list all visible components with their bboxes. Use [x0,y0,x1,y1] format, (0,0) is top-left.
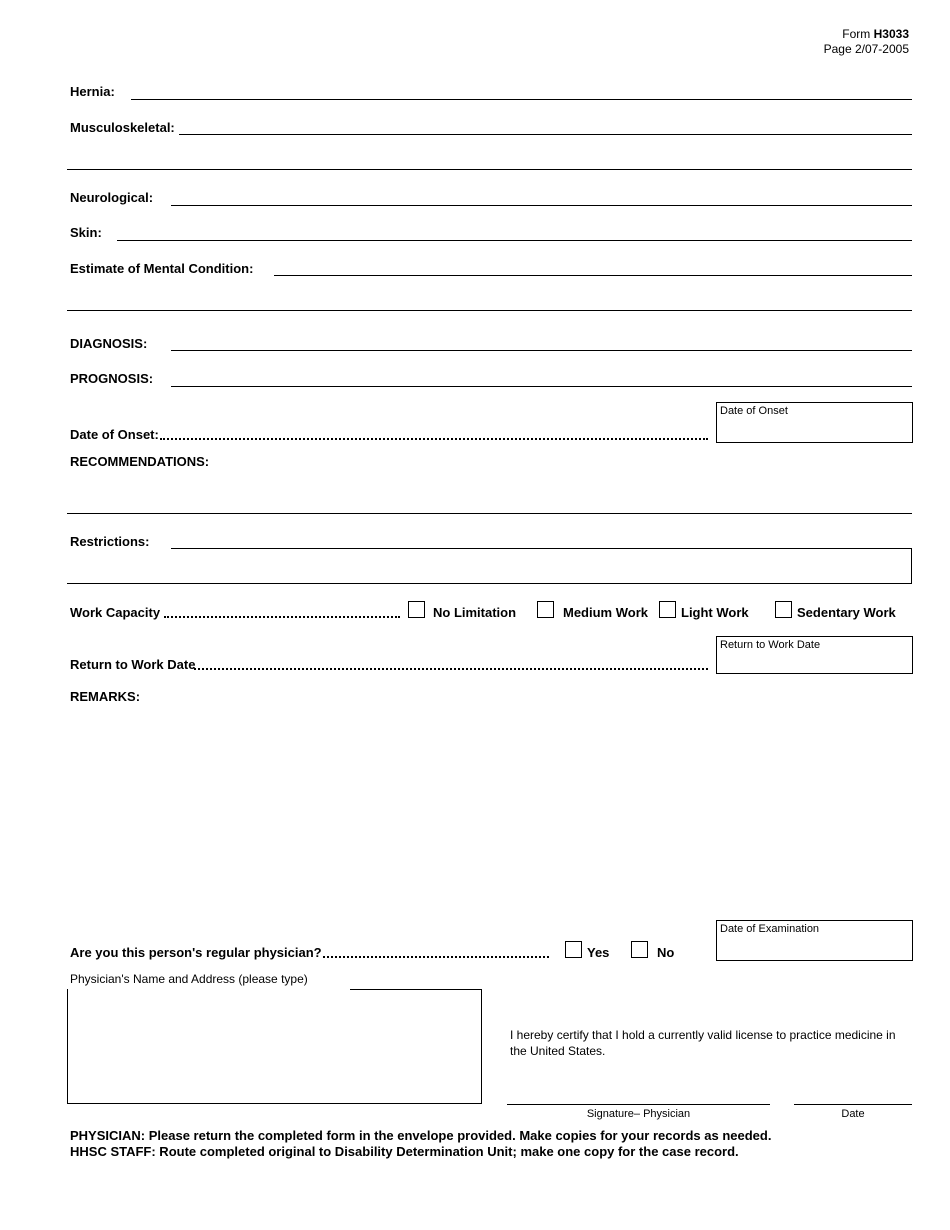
staff-note: HHSC STAFF: Route completed original to Disability Determination Unit; make one copy for the case record. [70,1144,739,1159]
medium-work-checkbox[interactable] [537,601,554,618]
no-limitation-label: No Limitation [433,605,517,620]
restrictions-field-bracket [911,548,912,583]
form-number-line [824,27,909,42]
diagnosis-label: DIAGNOSIS: [70,336,148,351]
name-address-label: Physician's Name and Address (please type) [70,972,308,986]
remarks-area[interactable] [67,708,912,908]
yes-label: Yes [587,945,610,960]
no-limitation-checkbox[interactable] [408,601,425,618]
name-address-box[interactable] [67,989,482,1104]
prognosis-field[interactable] [171,386,912,387]
date-of-onset-box[interactable] [716,402,913,443]
work-capacity-leader [164,616,400,618]
date-of-examination-box-caption: Date of Examination [720,923,820,935]
signature-line[interactable] [507,1104,770,1105]
regular-physician-leader [323,956,549,958]
skin-label: Skin: [70,225,102,240]
return-to-work-box-caption: Return to Work Date [720,639,821,651]
prognosis-label: PROGNOSIS: [70,371,154,386]
signature-label: Signature– Physician [586,1108,691,1120]
skin-field[interactable] [117,240,912,241]
date-of-onset-label: Date of Onset: [70,427,159,442]
regular-physician-question: Are you this person's regular physician? [70,945,322,960]
recommendations-field[interactable] [67,513,912,514]
form-number: H3033 [873,27,909,41]
musculoskeletal-field-line-2[interactable] [67,169,912,170]
mental-condition-field-line-2[interactable] [67,310,912,311]
sedentary-work-checkbox[interactable] [775,601,792,618]
diagnosis-field[interactable] [171,350,912,351]
hernia-field[interactable] [131,99,912,100]
certify-text: I hereby certify that I hold a currently valid license to practice medicine in the United States. [510,1028,896,1058]
mental-condition-field[interactable] [274,275,912,276]
no-label: No [657,945,675,960]
return-to-work-label: Return to Work Date [70,657,196,672]
date-label: Date [841,1108,865,1120]
mental-condition-label: Estimate of Mental Condition: [70,261,254,276]
restrictions-field[interactable] [171,548,912,549]
musculoskeletal-field[interactable] [179,134,912,135]
physician-note: PHYSICIAN: Please return the completed form in the envelope provided. Make copies for your records as needed. [70,1128,772,1143]
date-of-examination-box[interactable] [716,920,913,961]
return-to-work-box[interactable] [716,636,913,674]
yes-checkbox[interactable] [565,941,582,958]
work-capacity-label: Work Capacity [70,605,161,620]
light-work-label: Light Work [681,605,749,620]
sedentary-work-label: Sedentary Work [797,605,896,620]
form-prefix: Form [842,27,871,41]
recommendations-title: RECOMMENDATIONS: [70,454,210,469]
medium-work-label: Medium Work [563,605,648,620]
form-header [824,27,909,57]
restrictions-field-line-2[interactable] [67,583,912,584]
date-of-onset-leader [160,438,708,440]
date-of-onset-box-caption: Date of Onset [720,405,788,417]
light-work-checkbox[interactable] [659,601,676,618]
return-to-work-leader [194,668,708,670]
neurological-label: Neurological: [70,190,154,205]
hernia-label: Hernia: [70,84,115,99]
neurological-field[interactable] [171,205,912,206]
musculoskeletal-label: Musculoskeletal: [70,120,175,135]
date-line[interactable] [794,1104,912,1105]
page-info: Page 2/07-2005 [823,42,909,56]
no-checkbox[interactable] [631,941,648,958]
remarks-title: REMARKS: [70,689,141,704]
restrictions-label: Restrictions: [70,534,150,549]
